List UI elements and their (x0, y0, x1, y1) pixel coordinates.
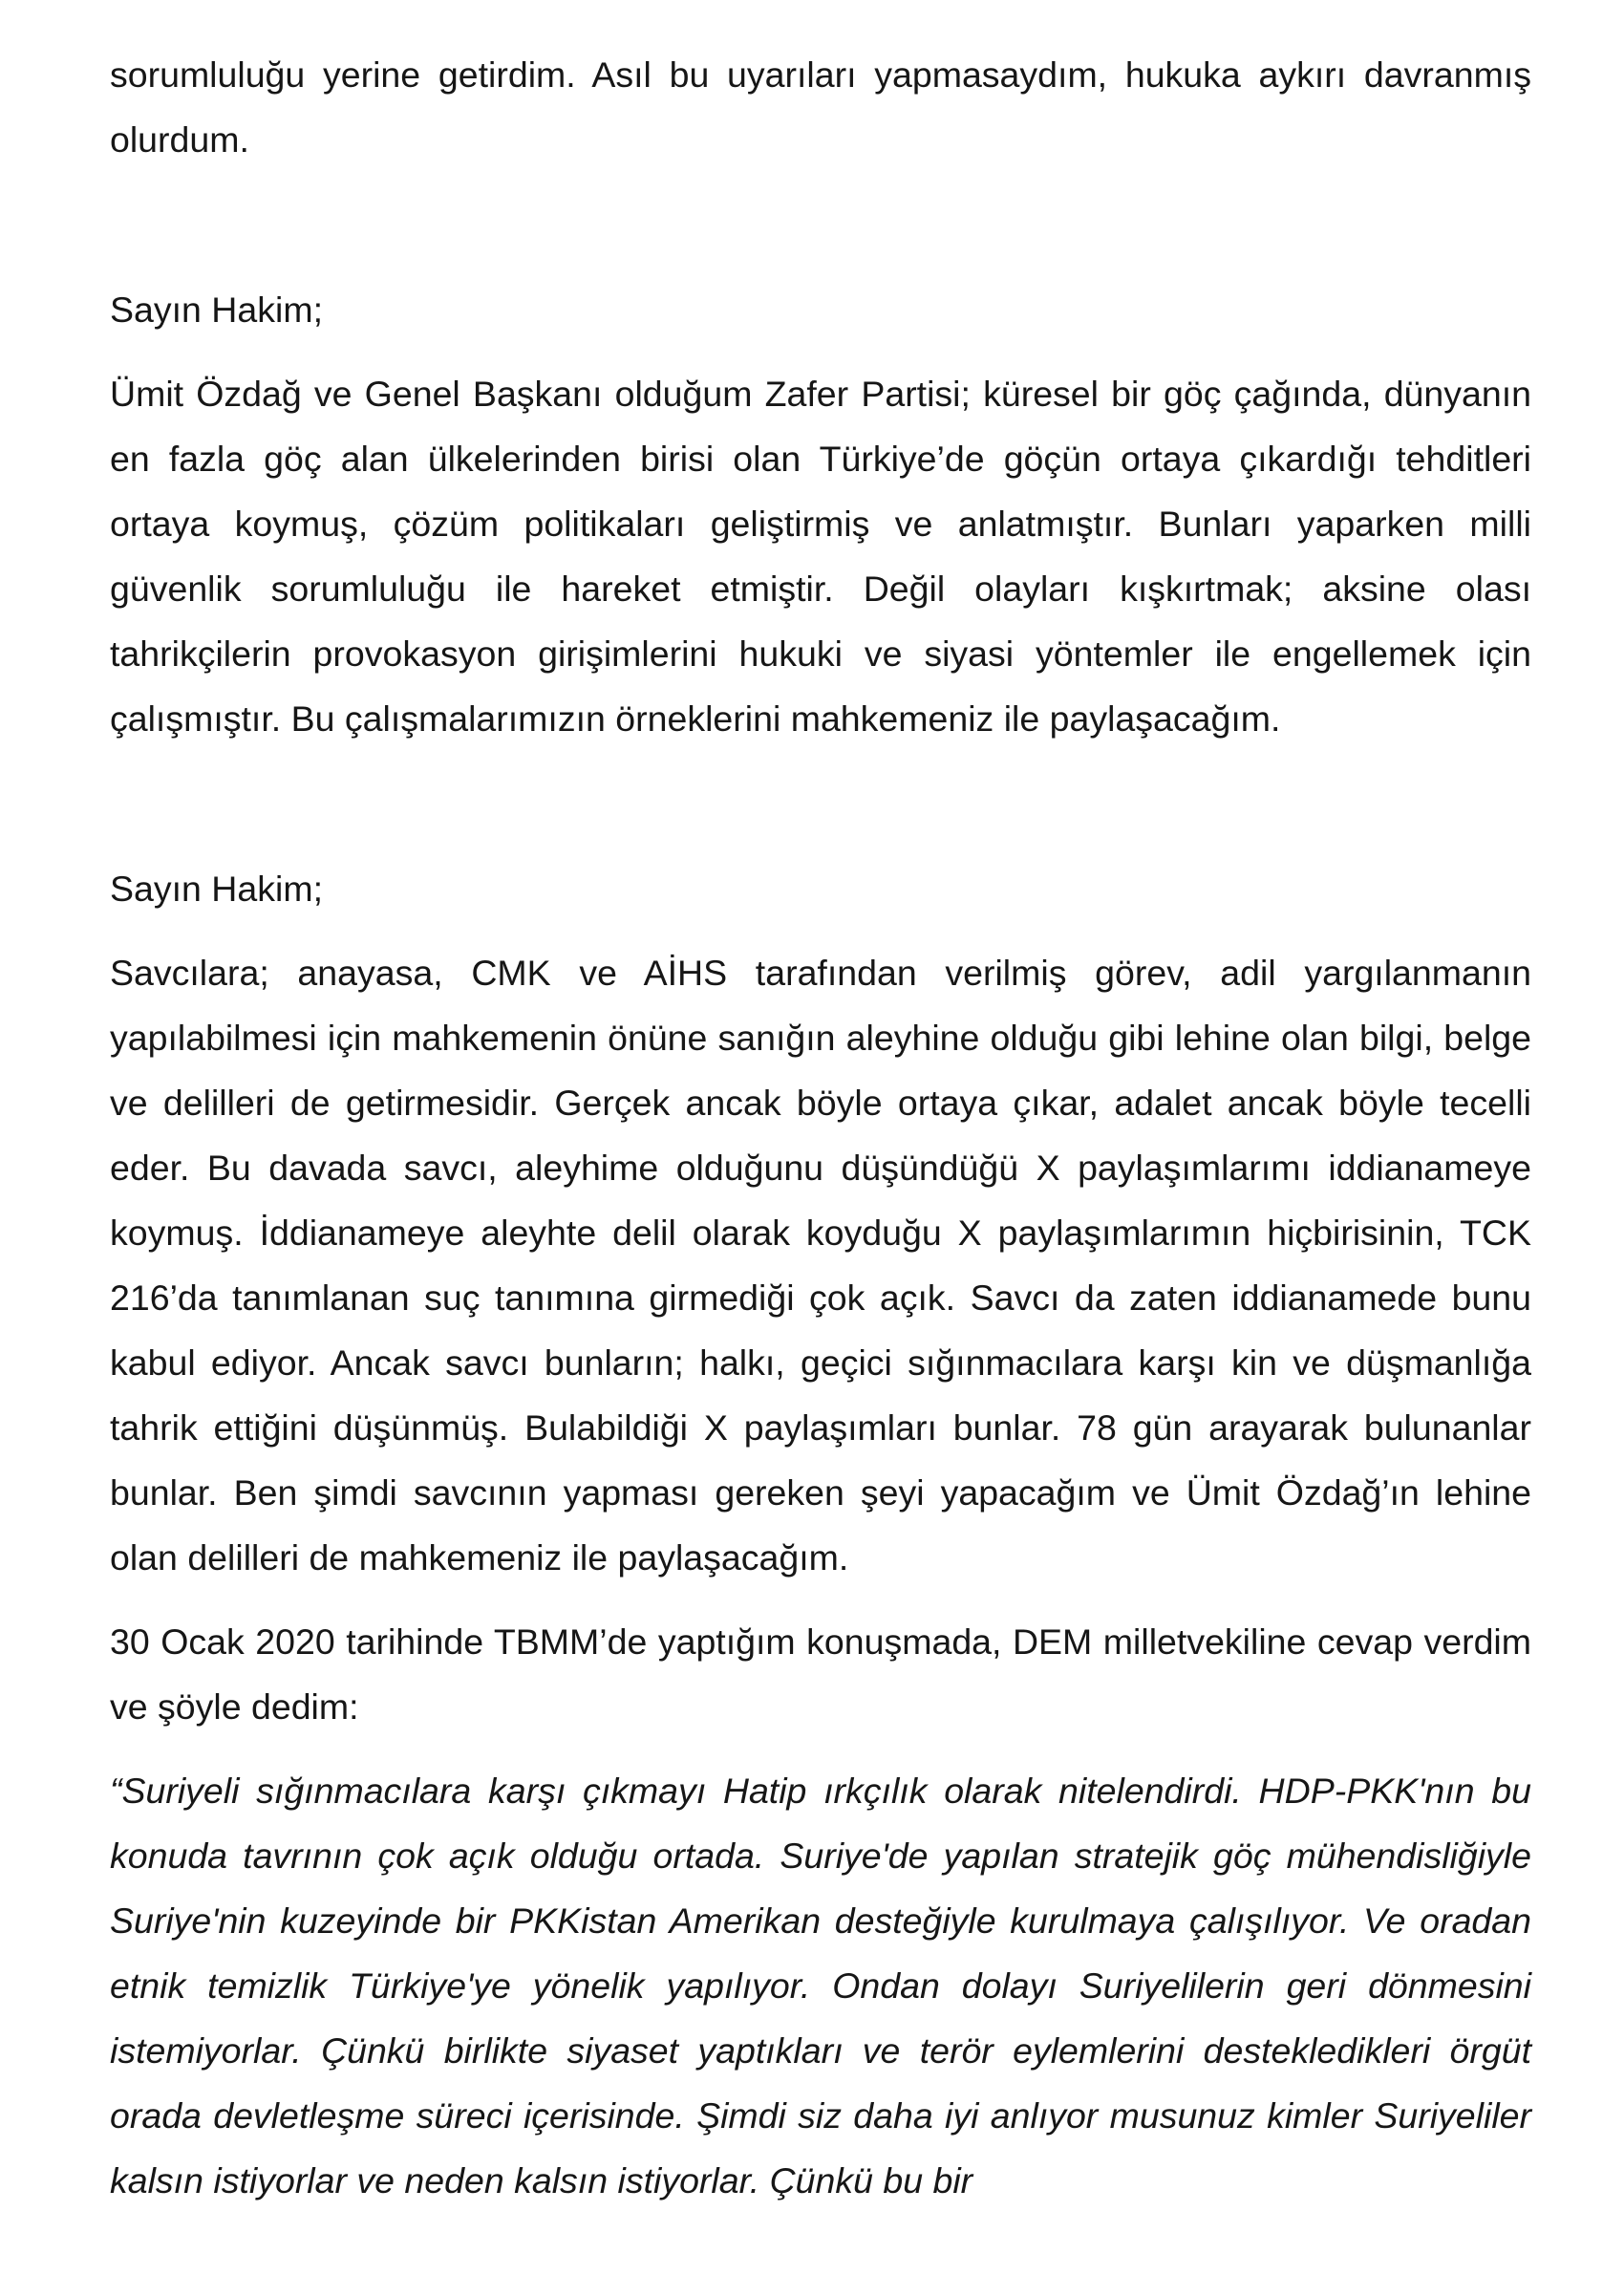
spacer (110, 1739, 1531, 1758)
salutation-2: Sayın Hakim; (110, 869, 323, 909)
spacer (110, 172, 1531, 277)
paragraph-speech-intro: 30 Ocak 2020 tarihinde TBMM’de yaptığım konuşmada, DEM milletvekiline cevap verdim ve şöyle dedim: (110, 1621, 1531, 1727)
opening-paragraph: sorumluluğu yerine getirdim. Asıl bu uyarıları yapmasaydım, hukuka aykırı davranmış olurdum. (110, 54, 1531, 160)
document-page (110, 42, 1531, 2213)
spacer (110, 342, 1531, 361)
spacer (110, 751, 1531, 856)
spacer (110, 1590, 1531, 1609)
paragraph-zafer-partisi: Ümit Özdağ ve Genel Başkanı olduğum Zafer Partisi; küresel bir göç çağında, dünyanın en fazla göç alan ülkelerinden birisi olan Türkiye’de göçün ortaya çıkardığı tehditleri ortaya koymuş, çözüm politikaları geliştirmiş ve anlatmıştır. Bunları yaparken milli güvenlik sorumluluğu ile hareket etmiştir. Değil olayları kışkırtmak; aksine olası tahrikçilerin provokasyon girişimlerini hukuki ve siyasi yöntemler ile engellemek için çalışmıştır. Bu çalışmalarımızın örneklerini mahkemeniz ile paylaşacağım. (110, 374, 1531, 739)
paragraph-savcilar: Savcılara; anayasa, CMK ve AİHS tarafından verilmiş görev, adil yargılanmanın yapılabilmesi için mahkemenin önüne sanığın aleyhine olduğu gibi lehine olan bilgi, belge ve delilleri de getirmesidir. Gerçek ancak böyle ortaya çıkar, adalet ancak böyle tecelli eder. Bu davada savcı, aleyhime olduğunu düşündüğü X paylaşımlarımı iddianameye koymuş. İddianameye aleyhte delil olarak koyduğu X paylaşımlarımın hiçbirisinin, TCK 216’da tanımlanan suç tanımına girmediği çok açık. Savcı da zaten iddianamede bunu kabul ediyor. Ancak savcı bunların; halkı, geçici sığınmacılara karşı kin ve düşmanlığa tahrik ettiğini düşünmüş. Bulabildiği X paylaşımları bunlar. 78 gün arayarak bulunanlar bunlar. Ben şimdi savcının yapması gereken şeyi yapacağım ve Ümit Özdağ’ın lehine olan delilleri de mahkemeniz ile paylaşacağım. (110, 953, 1531, 1578)
spacer (110, 921, 1531, 940)
quoted-speech: “Suriyeli sığınmacılara karşı çıkmayı Hatip ırkçılık olarak nitelendirdi. HDP-PKK'nın bu konuda tavrının çok açık olduğu ortada. Suriye'de yapılan stratejik göç mühendisliğiyle Suriye'nin kuzeyinde bir PKKistan Amerikan desteğiyle kurulmaya çalışılıyor. Ve oradan etnik temizlik Türkiye'ye yönelik yapılıyor. Ondan dolayı Suriyelilerin geri dönmesini istemiyorlar. Çünkü birlikte siyaset yaptıkları ve terör eylemlerini destekledikleri örgüt orada devletleşme süreci içerisinde. Şimdi siz daha iyi anlıyor musunuz kimler Suriyeliler kalsın istiyorlar ve neden kalsın istiyorlar. Çünkü bu bir (110, 1771, 1531, 2201)
salutation-1: Sayın Hakim; (110, 290, 323, 330)
